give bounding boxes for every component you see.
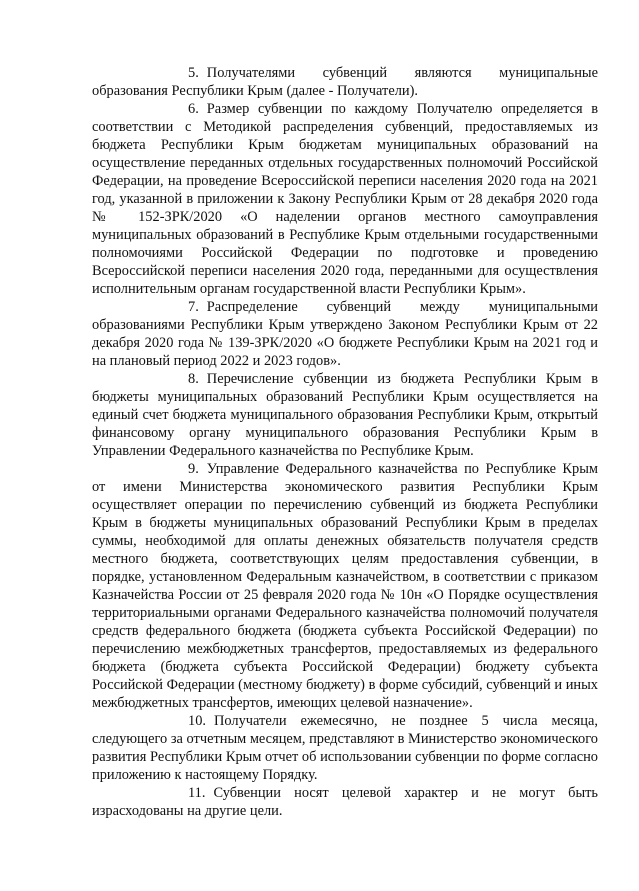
paragraph-number: 5. — [188, 65, 199, 81]
paragraph-number: 10. — [188, 713, 206, 729]
paragraph-text: Субвенции носят целевой характер и не могут быть израсходованы на другие цели. — [92, 785, 598, 819]
paragraph-text: Перечисление субвенции из бюджета Республики Крым в бюджеты муниципальных образований Республики Крым осуществляется на единый счет бюджета муниципального образования Республики Крым, открытый финансовому органу муниципального образования Республики Крым в Управлении Федерального казначейства по Республике Крым. — [92, 371, 598, 459]
paragraph-9 — [92, 460, 598, 712]
paragraph-text: Размер субвенции по каждому Получателю определяется в соответствии с Методикой распределения субвенций, предоставляемых из бюджета Республики Крым бюджетам муниципальных образований на осуществление переданных отдельных государственных полномочий Российской Федерации, на проведение Всероссийской переписи населения 2020 года на 2021 год, указанной в приложении к Закону Республики Крым от 28 декабря 2020 года № 152-ЗРК/2020 «О наделении органов местного самоуправления муниципальных образований в Республике Крым отдельными государственными полномочиями Российской Федерации по подготовке и проведению Всероссийской переписи населения 2020 года, переданными для осуществления исполнительным органам государственной власти Республики Крым». — [92, 101, 598, 297]
paragraph-number: 7. — [188, 299, 199, 315]
paragraph-5 — [92, 64, 598, 100]
paragraph-number: 11. — [188, 785, 206, 801]
paragraph-8 — [92, 370, 598, 460]
paragraph-text: Получателями субвенций являются муниципальные образования Республики Крым (далее - Получатели). — [92, 65, 598, 99]
paragraph-10 — [92, 712, 598, 784]
paragraph-6 — [92, 100, 598, 298]
paragraph-text: Управление Федерального казначейства по Республике Крым от имени Министерства экономического развития Республики Крым осуществляет операции по перечислению субвенций из бюджета Республики Крым в бюджеты муниципальных образований Республики Крым в пределах суммы, необходимой для оплаты денежных обязательств получателя средств местного бюджета, соответствующих целям предоставления субвенции, в порядке, установленном Федеральным казначейством, в соответствии с приказом Казначейства России от 25 февраля 2020 года № 10н «О Порядке осуществления территориальными органами Федерального казначейства полномочий получателя средств федерального бюджета (бюджета субъекта Российской Федерации) по перечислению межбюджетных трансфертов, предоставляемых из федерального бюджета (бюджета субъекта Российской Федерации) бюджету субъекта Российской Федерации (местному бюджету) в форме субсидий, субвенций и иных межбюджетных трансфертов, имеющих целевой назначение». — [92, 461, 598, 711]
paragraph-7 — [92, 298, 598, 370]
paragraph-number: 6. — [188, 101, 199, 117]
paragraph-text: Получатели ежемесячно, не позднее 5 числа месяца, следующего за отчетным месяцем, представляют в Министерство экономического развития Республики Крым отчет об использовании субвенции по форме согласно приложению к настоящему Порядку. — [92, 713, 598, 783]
paragraph-number: 9. — [188, 461, 199, 477]
document-page — [92, 64, 598, 820]
paragraph-number: 8. — [188, 371, 199, 387]
paragraph-text: Распределение субвенций между муниципальными образованиями Республики Крым утверждено Законом Республики Крым от 22 декабря 2020 года № 139-ЗРК/2020 «О бюджете Республики Крым на 2021 год и на плановый период 2022 и 2023 годов». — [92, 299, 598, 369]
paragraph-11 — [92, 784, 598, 820]
